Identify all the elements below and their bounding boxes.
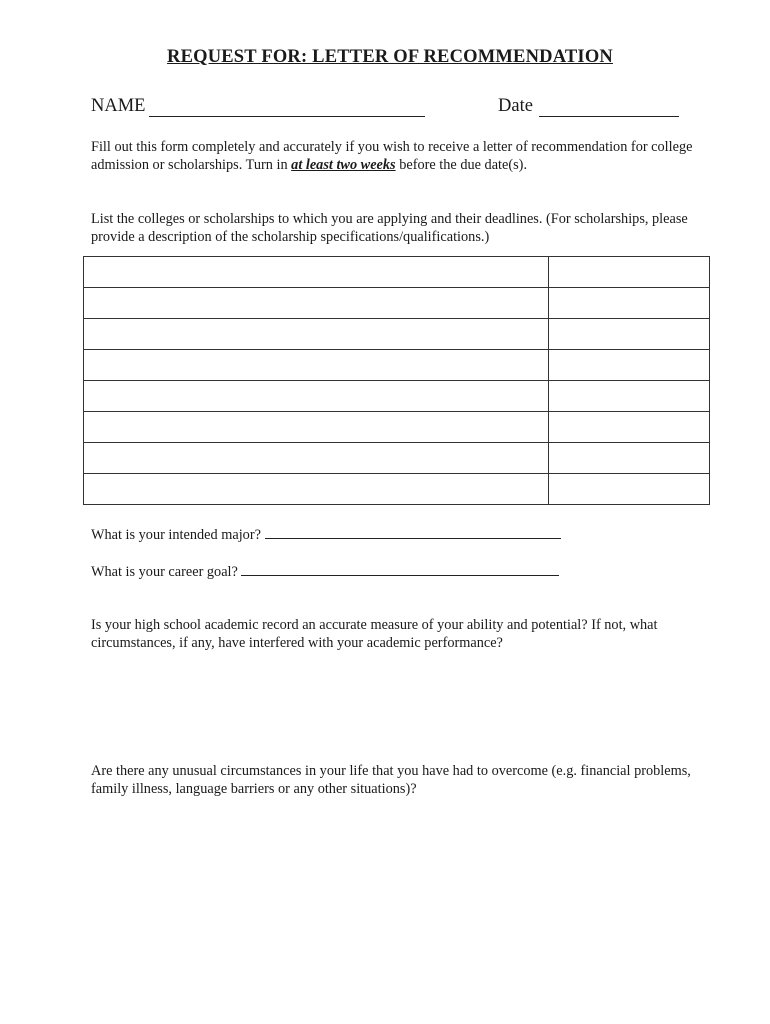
table-row — [84, 381, 710, 412]
career-question — [91, 561, 559, 581]
deadline-cell[interactable] — [549, 381, 710, 412]
circumstances-question: Are there any unusual circumstances in your life that you have had to overcome (e.g. financial problems, family illness, language barriers or any other situations)? — [91, 763, 691, 798]
applications-table — [83, 256, 710, 505]
major-field[interactable] — [265, 524, 561, 539]
name-field[interactable] — [149, 116, 425, 117]
date-label: Date — [498, 96, 533, 116]
major-question-label: What is your intended major? — [91, 527, 261, 543]
table-row — [84, 257, 710, 288]
deadline-cell[interactable] — [549, 257, 710, 288]
name-label: NAME — [91, 96, 146, 116]
table-row — [84, 319, 710, 350]
major-question — [91, 524, 561, 544]
college-scholarship-cell[interactable] — [84, 288, 549, 319]
form-title: REQUEST FOR: LETTER OF RECOMMENDATION — [167, 47, 613, 67]
date-field[interactable] — [539, 116, 679, 117]
college-scholarship-cell[interactable] — [84, 319, 549, 350]
college-scholarship-cell[interactable] — [84, 350, 549, 381]
college-scholarship-cell[interactable] — [84, 443, 549, 474]
deadline-cell[interactable] — [549, 443, 710, 474]
college-scholarship-cell[interactable] — [84, 474, 549, 505]
deadline-cell[interactable] — [549, 474, 710, 505]
intro-emphasis: at least two weeks — [291, 157, 396, 174]
college-scholarship-cell[interactable] — [84, 257, 549, 288]
college-scholarship-cell[interactable] — [84, 381, 549, 412]
career-field[interactable] — [241, 561, 559, 576]
table-row — [84, 288, 710, 319]
table-row — [84, 350, 710, 381]
deadline-cell[interactable] — [549, 288, 710, 319]
deadline-cell[interactable] — [549, 350, 710, 381]
list-instructions: List the colleges or scholarships to which you are applying and their deadlines. (For scholarships, please provide a description of the scholarship specifications/qualifications.) — [91, 211, 688, 246]
deadline-cell[interactable] — [549, 412, 710, 443]
academic-question: Is your high school academic record an accurate measure of your ability and potential? If not, what circumstances, if any, have interfered with your academic performance? — [91, 617, 658, 652]
intro-text-after: before the due date(s). — [395, 157, 528, 174]
intro-paragraph — [91, 138, 701, 175]
deadline-cell[interactable] — [549, 319, 710, 350]
intro-text-before: Fill out this form completely and accurately if you wish to receive a letter of recommendation for college admission or scholarships. Turn in — [91, 139, 693, 174]
table-row — [84, 412, 710, 443]
table-row — [84, 474, 710, 505]
table-row — [84, 443, 710, 474]
college-scholarship-cell[interactable] — [84, 412, 549, 443]
career-question-label: What is your career goal? — [91, 564, 238, 580]
